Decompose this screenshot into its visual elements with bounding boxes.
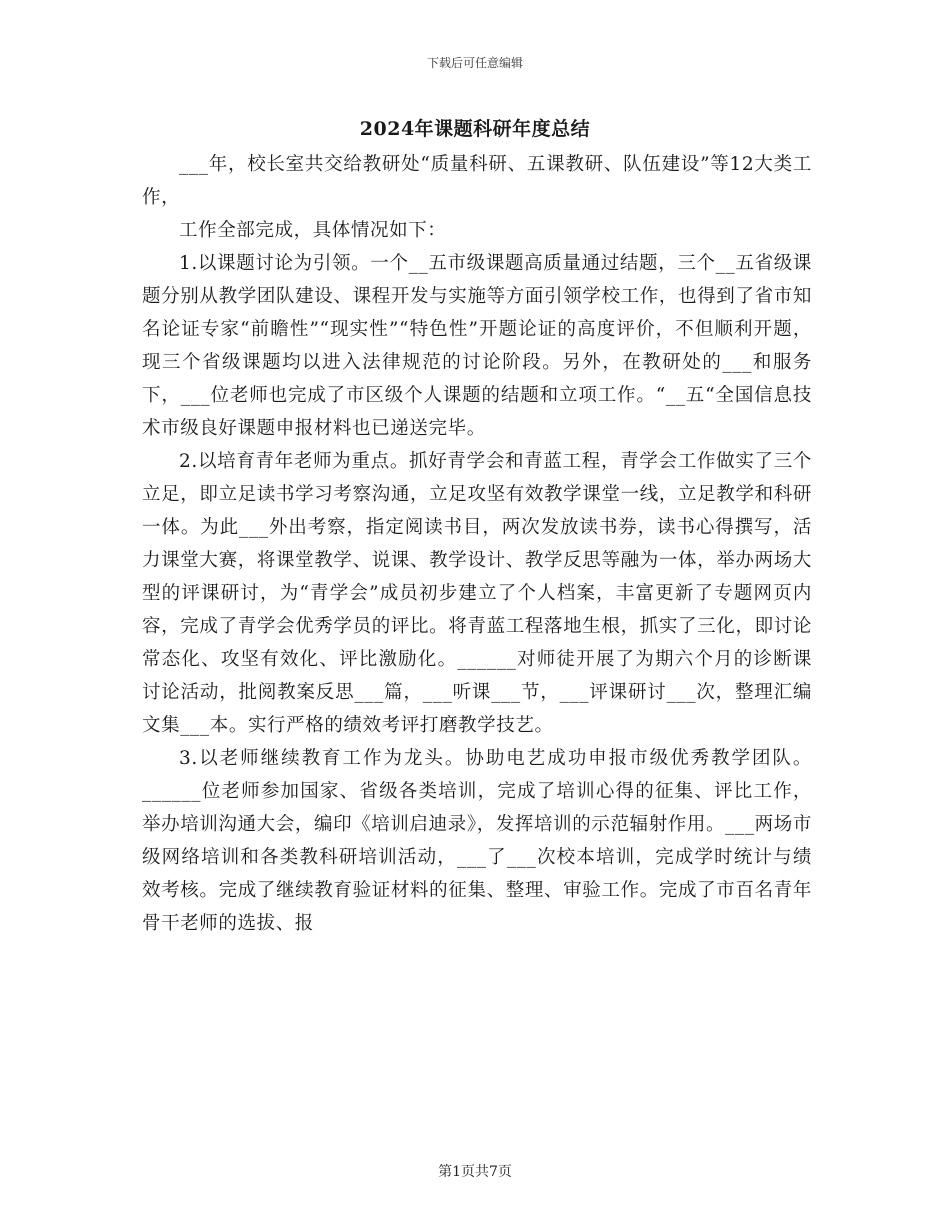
page-number: 第1页共7页 — [438, 1164, 512, 1180]
paragraph-item-3: 3.以老师继续教育工作为龙头。协助电艺成功申报市级优秀教学团队。______位老师参加国家、省级各类培训，完成了培训心得的征集、评比工作，举办培训沟通大会，编印《培训启迪录》，发挥培训的示范辐射作用。___两场市级网络培训和各类教科研培训活动，___了___次校本培训，完成学时统计与绩效考核。完成了继续教育验证材料的征集、整理、审验工作。完成了市百名青年骨干老师的选拔、报 — [142, 748, 812, 934]
document-title: 2024年课题科研年度总结 — [359, 118, 591, 140]
document-body — [142, 148, 812, 940]
paragraph-intro: ___年，校长室共交给教研处“质量科研、五课教研、队伍建设”等12大类工作， — [142, 154, 812, 208]
paragraph-item-1: 1.以课题讨论为引领。一个__五市级课题高质量通过结题，三个__五省级课题分别从教学团队建设、课程开发与实施等方面引领学校工作，也得到了省市知名论证专家“前瞻性”“现实性”“特色性”开题论证的高度评价，不但顺利开题，现三个省级课题均以进入法律规范的讨论阶段。另外，在教研处的___和服务下，___位老师也完成了市区级个人课题的结题和立项工作。“__五“全国信息技术市级良好课题申报材料也已递送完毕。 — [142, 253, 812, 439]
paragraph-item-2: 2.以培育青年老师为重点。抓好青学会和青蓝工程，青学会工作做实了三个立足，即立足读书学习考察沟通，立足攻坚有效教学课堂一线，立足教学和科研一体。为此___外出考察，指定阅读书目，两次发放读书券，读书心得撰写，活力课堂大赛，将课堂教学、说课、教学设计、教学反思等融为一体，举办两场大型的评课研讨，为“青学会”成员初步建立了个人档案，丰富更新了专题网页内容，完成了青学会优秀学员的评比。将青蓝工程落地生根，抓实了三化，即讨论常态化、攻坚有效化、评比激励化。______对师徒开展了为期六个月的诊断课讨论活动，批阅教案反思___篇，___听课___节，___评课研讨___次，整理汇编文集___本。实行严格的绩效考评打磨教学技艺。 — [142, 451, 812, 736]
paragraph-summary: 工作全部完成，具体情况如下： — [179, 220, 447, 241]
header-note: 下载后可任意编辑 — [426, 56, 523, 70]
